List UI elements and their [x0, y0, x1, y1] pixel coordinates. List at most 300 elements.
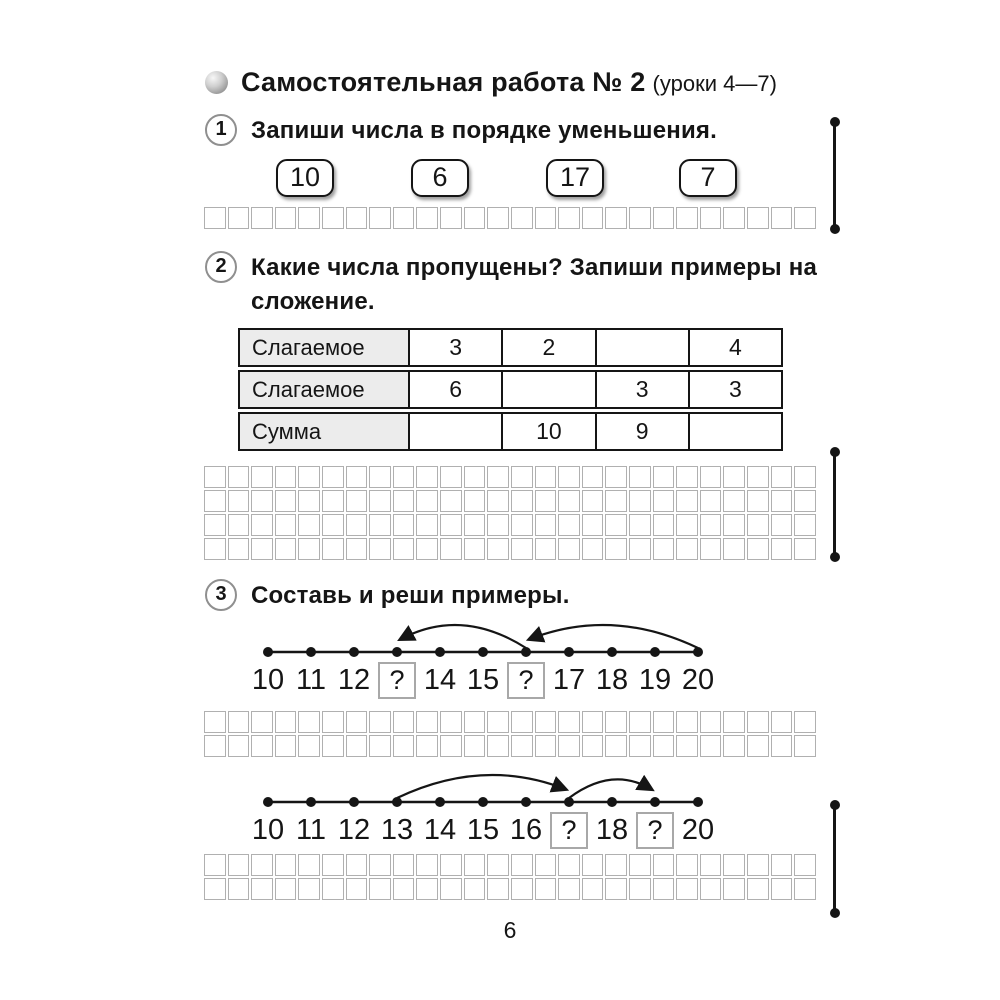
numberline-dot: [564, 647, 574, 657]
jump-arc: [397, 775, 565, 798]
grid-row: [204, 878, 816, 900]
grid-cell: [393, 878, 415, 900]
grid-cell: [346, 538, 368, 560]
table-cell: 3: [728, 376, 742, 402]
numberline-dot: [392, 647, 402, 657]
numberline-label: 12: [337, 814, 371, 846]
grid-cell: [747, 878, 769, 900]
numberline-label: 12: [337, 664, 371, 696]
grid-cell: [346, 490, 368, 512]
table-cell: 4: [728, 334, 742, 360]
grid-cell: [298, 466, 320, 488]
grid-cell: [204, 514, 226, 536]
grid-cell: [771, 466, 793, 488]
numberline-label: 10: [251, 664, 285, 696]
numberline-label: 18: [595, 664, 629, 696]
grid-cell: [204, 538, 226, 560]
grid-cell: [700, 711, 722, 733]
grid-cell: [511, 538, 533, 560]
grid-cell: [228, 711, 250, 733]
grid-cell: [653, 854, 675, 876]
grid-cell: [605, 490, 627, 512]
title-lessons-range: (уроки 4—7): [652, 71, 777, 96]
grid-cell: [771, 490, 793, 512]
grid-cell: [298, 854, 320, 876]
grid-cell: [416, 854, 438, 876]
grid-cell: [369, 514, 391, 536]
grid-cell: [558, 514, 580, 536]
grid-cell: [747, 514, 769, 536]
grid-cell: [275, 711, 297, 733]
grid-cell: [487, 466, 509, 488]
grid-cell: [298, 490, 320, 512]
grid-cell: [723, 466, 745, 488]
grid-cell: [369, 878, 391, 900]
grid-cell: [346, 878, 368, 900]
grid-cell: [464, 854, 486, 876]
grid-cell: [346, 207, 368, 229]
grid-cell: [676, 854, 698, 876]
grid-cell: [298, 711, 320, 733]
sphere-bullet-icon: [205, 71, 228, 94]
grid-cell: [558, 207, 580, 229]
grid-cell: [275, 466, 297, 488]
grid-cell: [794, 514, 816, 536]
numberline-dot: [306, 647, 316, 657]
grid-cell: [700, 207, 722, 229]
grid-row: [204, 490, 816, 512]
grid-cell: [535, 854, 557, 876]
numberline-label: 11: [295, 814, 327, 846]
grid-cell: [794, 711, 816, 733]
grid-cell: [393, 514, 415, 536]
margin-mark: [833, 121, 836, 230]
grid-cell: [464, 207, 486, 229]
grid-cell: [582, 514, 604, 536]
grid-cell: [369, 207, 391, 229]
grid-cell: [228, 490, 250, 512]
grid-cell: [228, 514, 250, 536]
numberline-dot: [263, 797, 273, 807]
grid-cell: [558, 711, 580, 733]
numberline-labels: [205, 661, 815, 703]
grid-cell: [464, 490, 486, 512]
grid-cell: [275, 538, 297, 560]
grid-cell: [275, 514, 297, 536]
grid-cell: [416, 538, 438, 560]
grid-cell: [535, 514, 557, 536]
grid-cell: [676, 878, 698, 900]
missing-number-box: ?: [378, 662, 416, 699]
missing-number-box: ?: [550, 812, 588, 849]
grid-row: [204, 538, 816, 560]
grid-cell: [440, 466, 462, 488]
grid-cell: [275, 207, 297, 229]
grid-cell: [582, 538, 604, 560]
numberline-label: 19: [638, 664, 672, 696]
grid-cell: [676, 711, 698, 733]
grid-cell: [629, 514, 651, 536]
numberline-label: 10: [251, 814, 285, 846]
jump-arc: [569, 779, 651, 798]
grid-cell: [535, 490, 557, 512]
numberline-dot: [521, 797, 531, 807]
title-main: Самостоятельная работа № 2: [241, 67, 646, 97]
numberline-dot: [435, 797, 445, 807]
grid-cell: [535, 466, 557, 488]
grid-cell: [440, 711, 462, 733]
numberline-label: 14: [423, 814, 457, 846]
addends-sum-table: [238, 328, 783, 454]
task-2-text: Какие числа пропущены? Запиши примеры на сложение.: [251, 254, 817, 315]
grid-cell: [369, 466, 391, 488]
grid-cell: [700, 878, 722, 900]
numberline-dot: [607, 647, 617, 657]
grid-cell: [228, 854, 250, 876]
table-cell: 9: [597, 414, 690, 449]
grid-cell: [440, 514, 462, 536]
table-cell: 6: [410, 372, 503, 407]
grid-cell: [464, 878, 486, 900]
grid-cell: [487, 854, 509, 876]
grid-cell: [605, 466, 627, 488]
task-1-heading: [205, 114, 717, 148]
grid-row: [204, 711, 816, 733]
grid-cell: [440, 490, 462, 512]
grid-cell: [794, 207, 816, 229]
writing-grid-task3a: [204, 711, 816, 759]
grid-cell: [794, 466, 816, 488]
grid-cell: [440, 207, 462, 229]
numberline-dot: [263, 647, 273, 657]
grid-cell: [416, 514, 438, 536]
grid-cell: [440, 854, 462, 876]
grid-cell: [416, 878, 438, 900]
table-cell: 3: [410, 330, 503, 365]
grid-row: [204, 466, 816, 488]
number-card: 10: [276, 159, 334, 197]
grid-cell: [747, 466, 769, 488]
grid-cell: [322, 207, 344, 229]
numberline-drawing: [205, 604, 815, 660]
numberline-label: 20: [681, 814, 715, 846]
grid-cell: [251, 538, 273, 560]
table-cell: [690, 414, 781, 449]
grid-cell: [322, 466, 344, 488]
grid-cell: [369, 538, 391, 560]
grid-cell: [251, 466, 273, 488]
table-row-header: Сумма: [240, 414, 410, 449]
grid-cell: [322, 711, 344, 733]
grid-cell: [464, 538, 486, 560]
numberline-dot: [478, 797, 488, 807]
grid-cell: [605, 878, 627, 900]
grid-cell: [582, 711, 604, 733]
task-2-heading: [205, 251, 817, 319]
numberline-label: 11: [295, 664, 327, 696]
numberline-label: 15: [466, 814, 500, 846]
grid-cell: [487, 878, 509, 900]
grid-cell: [747, 538, 769, 560]
number-card: 6: [411, 159, 469, 197]
grid-cell: [204, 854, 226, 876]
grid-cell: [416, 207, 438, 229]
task-2-number-badge: 2: [205, 251, 237, 283]
grid-cell: [747, 854, 769, 876]
grid-cell: [464, 466, 486, 488]
table-cell: [503, 372, 596, 407]
grid-cell: [393, 854, 415, 876]
table-row: [238, 370, 783, 409]
grid-cell: [771, 878, 793, 900]
writing-grid-task2: [204, 466, 816, 562]
numberline-dot: [650, 797, 660, 807]
grid-cell: [653, 466, 675, 488]
grid-cell: [487, 514, 509, 536]
grid-cell: [676, 538, 698, 560]
grid-cell: [723, 854, 745, 876]
numberline-dot: [650, 647, 660, 657]
margin-mark: [833, 804, 836, 914]
numberline-label: 15: [466, 664, 500, 696]
grid-cell: [700, 466, 722, 488]
task-3-number-badge: 3: [205, 579, 237, 611]
grid-cell: [653, 878, 675, 900]
grid-cell: [511, 854, 533, 876]
grid-cell: [487, 711, 509, 733]
grid-cell: [298, 207, 320, 229]
table-cell: 3: [597, 372, 690, 407]
grid-cell: [346, 514, 368, 536]
grid-cell: [251, 207, 273, 229]
grid-cell: [275, 878, 297, 900]
task-1-number-badge: 1: [205, 114, 237, 146]
grid-cell: [346, 711, 368, 733]
grid-cell: [322, 514, 344, 536]
grid-cell: [228, 466, 250, 488]
grid-cell: [605, 207, 627, 229]
grid-cell: [298, 538, 320, 560]
numberline-1: [205, 604, 815, 704]
grid-cell: [228, 538, 250, 560]
grid-cell: [676, 466, 698, 488]
numberline-label: 14: [423, 664, 457, 696]
grid-cell: [440, 538, 462, 560]
grid-cell: [723, 207, 745, 229]
grid-cell: [723, 538, 745, 560]
numberline-label: 13: [380, 814, 414, 846]
grid-cell: [535, 207, 557, 229]
numberline-dot: [392, 797, 402, 807]
grid-cell: [393, 490, 415, 512]
grid-cell: [676, 490, 698, 512]
missing-number-box: ?: [507, 662, 545, 699]
numberline-dot: [349, 797, 359, 807]
grid-cell: [700, 490, 722, 512]
grid-row: [204, 854, 816, 876]
grid-row: [204, 514, 816, 536]
grid-cell: [204, 207, 226, 229]
grid-cell: [393, 207, 415, 229]
grid-cell: [204, 878, 226, 900]
grid-cell: [369, 490, 391, 512]
task-3-text: Составь и реши примеры.: [251, 582, 570, 609]
grid-cell: [251, 490, 273, 512]
writing-grid-task3b: [204, 854, 816, 902]
grid-cell: [629, 538, 651, 560]
grid-cell: [511, 711, 533, 733]
grid-cell: [558, 538, 580, 560]
grid-cell: [653, 490, 675, 512]
numberline-dot: [521, 647, 531, 657]
table-cell: 2: [503, 330, 596, 365]
table-row-header: Слагаемое: [240, 372, 410, 407]
grid-cell: [653, 514, 675, 536]
grid-cell: [416, 466, 438, 488]
missing-number-box: ?: [636, 812, 674, 849]
grid-cell: [393, 538, 415, 560]
numberline-dot: [478, 647, 488, 657]
grid-cell: [629, 490, 651, 512]
numberline-label: 20: [681, 664, 715, 696]
grid-cell: [511, 514, 533, 536]
grid-cell: [794, 878, 816, 900]
grid-cell: [251, 878, 273, 900]
grid-cell: [700, 854, 722, 876]
grid-cell: [700, 514, 722, 536]
grid-cell: [346, 854, 368, 876]
grid-cell: [204, 711, 226, 733]
grid-cell: [251, 514, 273, 536]
numberline-2: [205, 754, 815, 854]
grid-cell: [582, 207, 604, 229]
grid-cell: [251, 711, 273, 733]
grid-cell: [487, 538, 509, 560]
grid-cell: [487, 490, 509, 512]
table-row: [238, 328, 783, 367]
grid-cell: [464, 514, 486, 536]
table-cell: 10: [503, 414, 596, 449]
numberline-label: 17: [552, 664, 586, 696]
table-cell: [410, 414, 503, 449]
grid-cell: [346, 466, 368, 488]
grid-row: [204, 207, 816, 229]
grid-cell: [322, 538, 344, 560]
grid-cell: [511, 207, 533, 229]
grid-cell: [794, 854, 816, 876]
grid-cell: [771, 854, 793, 876]
numberline-dot: [306, 797, 316, 807]
grid-cell: [605, 854, 627, 876]
grid-cell: [582, 878, 604, 900]
numberline-dot: [693, 647, 703, 657]
grid-cell: [629, 466, 651, 488]
table-cell: [597, 330, 690, 365]
grid-cell: [653, 711, 675, 733]
grid-cell: [511, 878, 533, 900]
grid-cell: [322, 878, 344, 900]
title-text: [241, 67, 777, 98]
grid-cell: [676, 514, 698, 536]
grid-cell: [582, 490, 604, 512]
table-row-header: Слагаемое: [240, 330, 410, 365]
grid-cell: [251, 854, 273, 876]
grid-cell: [298, 878, 320, 900]
grid-cell: [582, 466, 604, 488]
grid-cell: [228, 878, 250, 900]
writing-grid-task1: [204, 207, 816, 231]
grid-cell: [794, 490, 816, 512]
grid-cell: [487, 207, 509, 229]
grid-cell: [535, 878, 557, 900]
grid-cell: [723, 490, 745, 512]
jump-arc: [401, 625, 526, 648]
grid-cell: [228, 207, 250, 229]
grid-cell: [275, 490, 297, 512]
grid-cell: [747, 711, 769, 733]
grid-cell: [771, 711, 793, 733]
grid-cell: [700, 538, 722, 560]
grid-cell: [393, 711, 415, 733]
grid-cell: [629, 878, 651, 900]
numberline-dot: [693, 797, 703, 807]
numberline-dot: [564, 797, 574, 807]
table-row: [238, 412, 783, 451]
grid-cell: [393, 466, 415, 488]
numberline-drawing: [205, 754, 815, 810]
grid-cell: [582, 854, 604, 876]
grid-cell: [535, 538, 557, 560]
grid-cell: [558, 490, 580, 512]
grid-cell: [558, 466, 580, 488]
grid-cell: [771, 207, 793, 229]
grid-cell: [558, 878, 580, 900]
grid-cell: [416, 490, 438, 512]
grid-cell: [605, 514, 627, 536]
grid-cell: [322, 854, 344, 876]
grid-cell: [723, 711, 745, 733]
number-card: 17: [546, 159, 604, 197]
grid-cell: [558, 854, 580, 876]
grid-cell: [416, 711, 438, 733]
grid-cell: [723, 514, 745, 536]
page-title: [205, 67, 777, 98]
grid-cell: [747, 490, 769, 512]
grid-cell: [629, 207, 651, 229]
numberline-labels: [205, 811, 815, 853]
grid-cell: [771, 538, 793, 560]
grid-cell: [369, 854, 391, 876]
jump-arc: [530, 625, 698, 648]
grid-cell: [298, 514, 320, 536]
grid-cell: [629, 711, 651, 733]
grid-cell: [794, 538, 816, 560]
grid-cell: [771, 514, 793, 536]
grid-cell: [464, 711, 486, 733]
grid-cell: [511, 466, 533, 488]
grid-cell: [369, 711, 391, 733]
page-number: 6: [503, 917, 517, 943]
grid-cell: [204, 466, 226, 488]
grid-cell: [511, 490, 533, 512]
grid-cell: [723, 878, 745, 900]
numberline-dot: [435, 647, 445, 657]
numberline-label: 18: [595, 814, 629, 846]
grid-cell: [605, 711, 627, 733]
number-card: 7: [679, 159, 737, 197]
grid-cell: [747, 207, 769, 229]
grid-cell: [204, 490, 226, 512]
